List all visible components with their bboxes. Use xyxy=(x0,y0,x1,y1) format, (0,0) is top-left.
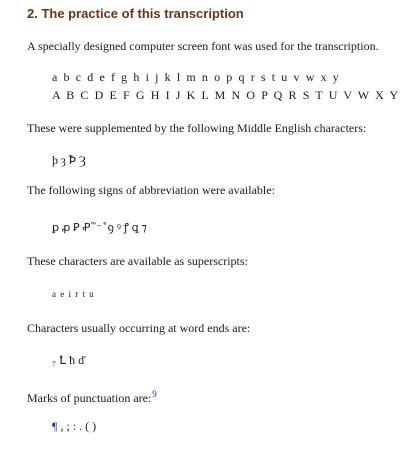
section-heading: 2. The practice of this transcription xyxy=(27,6,244,21)
middle-english-intro: These were supplemented by the following Middle English characters: xyxy=(27,121,367,135)
abbreviation-intro: The following signs of abbreviation were available: xyxy=(27,183,275,197)
middle-english-characters: þ ȝ Ꝥ Ȝ xyxy=(52,153,86,167)
punctuation-characters: , ; : . ( ) xyxy=(60,419,97,433)
lowercase-alphabet: a b c d e f g h i j k l m n o p q r s t u v w x y xyxy=(52,70,341,84)
punctuation-intro-text: Marks of punctuation are: xyxy=(27,391,152,405)
footnote-link[interactable]: 9 xyxy=(152,389,157,399)
punctuation-marks xyxy=(52,418,96,434)
abbreviation-signs: ꝑ ꝓ Ꝑ Ꝓ ᷑ ⁻ ᷒ ꝯ ꝰ ꝭ ꝗ ⁊ xyxy=(52,222,147,234)
word-end-intro: Characters usually occurring at word ends are: xyxy=(27,321,251,335)
pilcrow-mark: ¶ xyxy=(52,419,58,433)
uppercase-alphabet: A B C D E F G H I J K L M N O P Q R S T U V W X Y xyxy=(52,88,400,102)
superscript-intro: These characters are available as superscripts: xyxy=(27,254,248,268)
punctuation-intro xyxy=(27,387,157,406)
word-end-characters: ₇ Ꝉ ħ ď xyxy=(52,353,86,367)
font-intro-paragraph: A specially designed computer screen font was used for the transcription. xyxy=(27,39,379,53)
superscript-characters: a e i r t u xyxy=(52,289,95,299)
